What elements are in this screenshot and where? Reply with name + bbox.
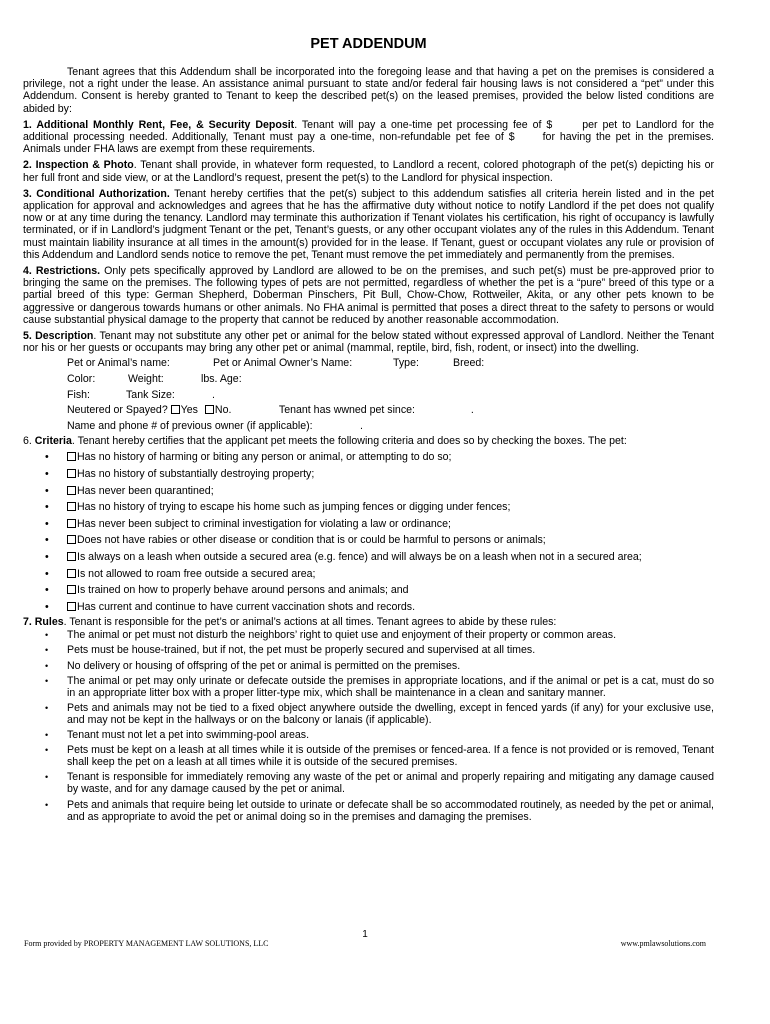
criteria-item [23, 499, 714, 516]
criteria-item [23, 483, 714, 500]
criteria-checkbox[interactable] [67, 469, 76, 478]
bullet: • [45, 551, 49, 563]
bullet: • [45, 584, 49, 597]
criteria-item [23, 599, 714, 616]
tank-size-label: Tank Size: [126, 388, 175, 401]
criteria-item [23, 449, 714, 466]
criteria-text: Is always on a leash when outside a secured area (e.g. fence) and will always be on a leash when not in a secured area; [77, 551, 642, 563]
rule-text: No delivery or housing of offspring of the pet or animal is permitted on the premises. [67, 659, 461, 672]
criteria-text: Is not allowed to roam free outside a secured area; [77, 567, 316, 580]
page-title: PET ADDENDUM [310, 36, 427, 52]
rule-item [23, 729, 714, 741]
section-7: 7. Rules. Tenant is responsible for the pet’s or animal’s actions at all times. Tenant agrees to abide by these rules: [23, 616, 557, 629]
criteria-item [23, 566, 714, 583]
pet-name-row [67, 356, 714, 372]
bullet: • [45, 567, 49, 580]
rules-list [23, 629, 714, 822]
criteria-checkbox[interactable] [67, 452, 76, 461]
criteria-checkbox[interactable] [67, 569, 76, 578]
rule-item [23, 644, 714, 656]
fish-label: Fish: [67, 388, 90, 401]
fish-row: Fish: Tank Size: . [67, 388, 714, 404]
no-checkbox[interactable] [205, 405, 214, 414]
rule-item [23, 660, 714, 672]
intro-paragraph: Tenant agrees that this Addendum shall be incorporated into the foregoing lease and that having a pet on the premises is considered a privilege, not a right under the lease. An assistance animal pursuant to state and/or federal fair housing laws is not considered a “pet” under this Addendum. Consent is hereby granted to Tenant to keep the described pet(s) on the leased premises, provided the below listed conditions are abided by: [23, 66, 714, 115]
section-1-heading: 1. Additional Monthly Rent, Fee, & Security Deposit [23, 118, 295, 131]
rule-text: The animal or pet must not disturb the neighbors’ right to quiet use and enjoyment of their property or common areas. [67, 629, 617, 642]
bullet: • [45, 468, 49, 481]
criteria-text: Has no history of trying to escape his home such as jumping fences or digging under fences; [77, 501, 511, 514]
section-1: 1. Additional Monthly Rent, Fee, & Security Deposit. Tenant will pay a one-time pet processing fee of $ per pet to Landlord for the additional processing needed. Additionally, Tenant must pay a one-time, non-refundable pet fee of $ for having the pet in the premises. Animals under FHA laws are exempt from these requirements. [23, 118, 714, 156]
criteria-item [23, 582, 714, 599]
bullet: • [45, 517, 49, 530]
bullet: • [45, 730, 49, 741]
rule-item [23, 744, 714, 768]
criteria-item [23, 516, 714, 533]
criteria-list [23, 449, 714, 615]
bullet: • [45, 600, 49, 613]
color-label: Color: [67, 373, 96, 386]
yes-label: Yes [180, 404, 198, 417]
criteria-text: Is trained on how to properly behave around persons and animals; and [77, 584, 409, 597]
rule-text: Pets must be kept on a leash at all times while it is outside of the premises or fenced-area. If a fence is not provided or is removed, Tenant shall keep the pet on a leash at all times while it is outside of the secured premises. [67, 744, 714, 769]
rule-text: Pets and animals that require being let outside to urinate or defecate shall be so accommodated routinely, as needed by the pet or animal, and as appropriate to avoid the pet or animal doing so in the premises and damaging the premises. [67, 798, 714, 823]
criteria-text: Has no history of substantially destroying property; [77, 468, 315, 481]
criteria-checkbox[interactable] [67, 502, 76, 511]
section-6: 6. Criteria. Tenant hereby certifies that the applicant pet meets the following criteria and does so by checking the boxes. The pet: [23, 435, 627, 448]
rule-text: Pets must be house-trained, but if not, the pet must be properly secured and supervised at all times. [67, 644, 536, 657]
bullet: • [45, 660, 49, 671]
pet-description-fields [67, 356, 714, 434]
rule-item [23, 771, 714, 795]
bullet: • [45, 799, 49, 810]
criteria-text: Has never been quarantined; [77, 484, 214, 497]
bullet: • [45, 772, 49, 783]
section-5-heading: 5. Description [23, 330, 94, 343]
criteria-checkbox[interactable] [67, 602, 76, 611]
rule-item [23, 702, 714, 726]
section-7-heading: 7. Rules [23, 616, 64, 629]
no-label: No. [214, 404, 232, 417]
criteria-text: Does not have rabies or other disease or condition that is or could be harmful to persons or animals; [77, 534, 546, 547]
neutered-label: Neutered or Spayed? [67, 404, 168, 417]
criteria-item [23, 466, 714, 483]
bullet: • [45, 630, 49, 641]
pet-name-label: Pet or Animal’s name: [67, 357, 170, 370]
criteria-text: Has never been subject to criminal investigation for violating a law or ordinance; [77, 517, 451, 530]
breed-label: Breed: [453, 357, 485, 370]
bullet: • [45, 745, 49, 756]
neutered-row: Neutered or Spayed? Yes No. Tenant has wwned pet since: . [67, 403, 714, 419]
document-body [23, 66, 714, 826]
criteria-text: Has no history of harming or biting any person or animal, or attempting to do so; [77, 451, 452, 464]
bullet: • [45, 484, 49, 497]
bullet: • [45, 534, 49, 547]
rule-text: Tenant must not let a pet into swimming-pool areas. [67, 729, 310, 742]
lbs-age-label: lbs. Age: [201, 373, 242, 386]
rule-item [23, 799, 714, 823]
owned-since-label: Tenant has wwned pet since: [278, 404, 415, 417]
rule-item [23, 675, 714, 699]
criteria-checkbox[interactable] [67, 585, 76, 594]
footer-provider: Form provided by PROPERTY MANAGEMENT LAW SOLUTIONS, LLC [24, 939, 269, 948]
previous-owner-row: Name and phone # of previous owner (if applicable): . [67, 419, 714, 435]
rule-text: Tenant is responsible for immediately removing any waste of the pet or animal and properly repairing and mitigating any damage caused by waste, and for any damage caused by the pet or animal. [67, 771, 714, 796]
bullet: • [45, 702, 49, 713]
section-4-heading: 4. Restrictions. [23, 265, 101, 278]
criteria-text: Has current and continue to have current vaccination shots and records. [77, 600, 416, 613]
section-5: 5. Description. Tenant may not substitute any other pet or animal for the below stated without expressed approval of Landlord. Neither the Tenant nor his or her guests or occupants may bring any other pet or animal (mammal, reptile, bird, fish, rodent, or insect) into the dwelling. [23, 330, 714, 355]
criteria-item [23, 532, 714, 549]
bullet: • [45, 675, 49, 686]
type-label: Type: [393, 357, 419, 370]
section-2: 2. Inspection & Photo. Tenant shall provide, in whatever form requested, to Landlord a recent, colored photograph of the pet(s) depicting his or her full front and side view, or at the Landlord’s request, present the pet(s) to the Landlord for physical inspection. [23, 159, 715, 184]
section-4: 4. Restrictions. Only pets specifically approved by Landlord are allowed to be on the premises, and such pet(s) must be pre-approved prior to bringing the same on the premises. The following types of pets are not permitted, regardless of whether the pet is a “pure” breed of this type or a partial breed of this type: German Shepherd, Doberman Pinschers, Pit Bull, Chow-Chow, Rottweiler, Akita, or any other pets known to be aggressive or dangerous towards humans or other animals. No FHA animal is permitted that poses a direct threat to the safety to persons or would cause substantial physical damage to the property that cannot be reduced by another reasonable accommodation. [23, 265, 714, 326]
criteria-checkbox[interactable] [67, 486, 76, 495]
section-3: 3. Conditional Authorization. Tenant hereby certifies that the pet(s) subject to this addendum satisfies all criteria herein listed and in the pet application for approval and acknowledges and agrees that he has the affirmative duty without notice to notify Landlord if the pet does not qualify now or at any time during the tenancy. Landlord may terminate this authorization if Tenant violates his certification, his right of occupancy is lawfully terminated, or if in Landlord’s judgment Tenant or the pet, Tenant’s guests, or any other occupant violates any of the rules in this Addendum. Tenant must maintain liability insurance at all times in the amount(s) provided for in the lease. If Tenant, guest or occupant violates any rule or provision of this Addendum and Landlord sends notice to remove the pet, Tenant must remove the pet immediately and permanently from the premises. [23, 187, 714, 261]
owner-name-label: Pet or Animal Owner’s Name: [213, 357, 353, 370]
criteria-checkbox[interactable] [67, 535, 76, 544]
rule-text: The animal or pet may only urinate or defecate outside the premises in appropriate locations, and if the animal or pet is a cat, must do so in an appropriate litter box with a proper litter-type mix, which shall be maintenance in a clean and sanitary manner. [67, 674, 714, 699]
bullet: • [45, 501, 49, 514]
rule-item [23, 629, 714, 641]
section-2-heading: 2. Inspection & Photo [23, 159, 134, 172]
yes-checkbox[interactable] [171, 405, 180, 414]
color-row [67, 372, 714, 388]
bullet: • [45, 451, 49, 464]
previous-owner-label: Name and phone # of previous owner (if applicable): [67, 419, 313, 432]
footer-url[interactable]: www.pmlawsolutions.com [620, 939, 706, 948]
rule-text: Pets and animals may not be tied to a fixed object anywhere outside the dwelling, except in fenced yards (if any) for your exclusive use, and may not be kept in the hallways or on the balcony or lanais (if applicable). [67, 701, 714, 726]
bullet: • [45, 645, 49, 656]
page-number: 1 [362, 929, 368, 940]
criteria-checkbox[interactable] [67, 519, 76, 528]
weight-label: Weight: [128, 373, 164, 386]
criteria-checkbox[interactable] [67, 552, 76, 561]
section-3-heading: 3. Conditional Authorization. [23, 187, 170, 200]
section-6-heading: Criteria [34, 435, 72, 448]
criteria-item [23, 549, 714, 566]
